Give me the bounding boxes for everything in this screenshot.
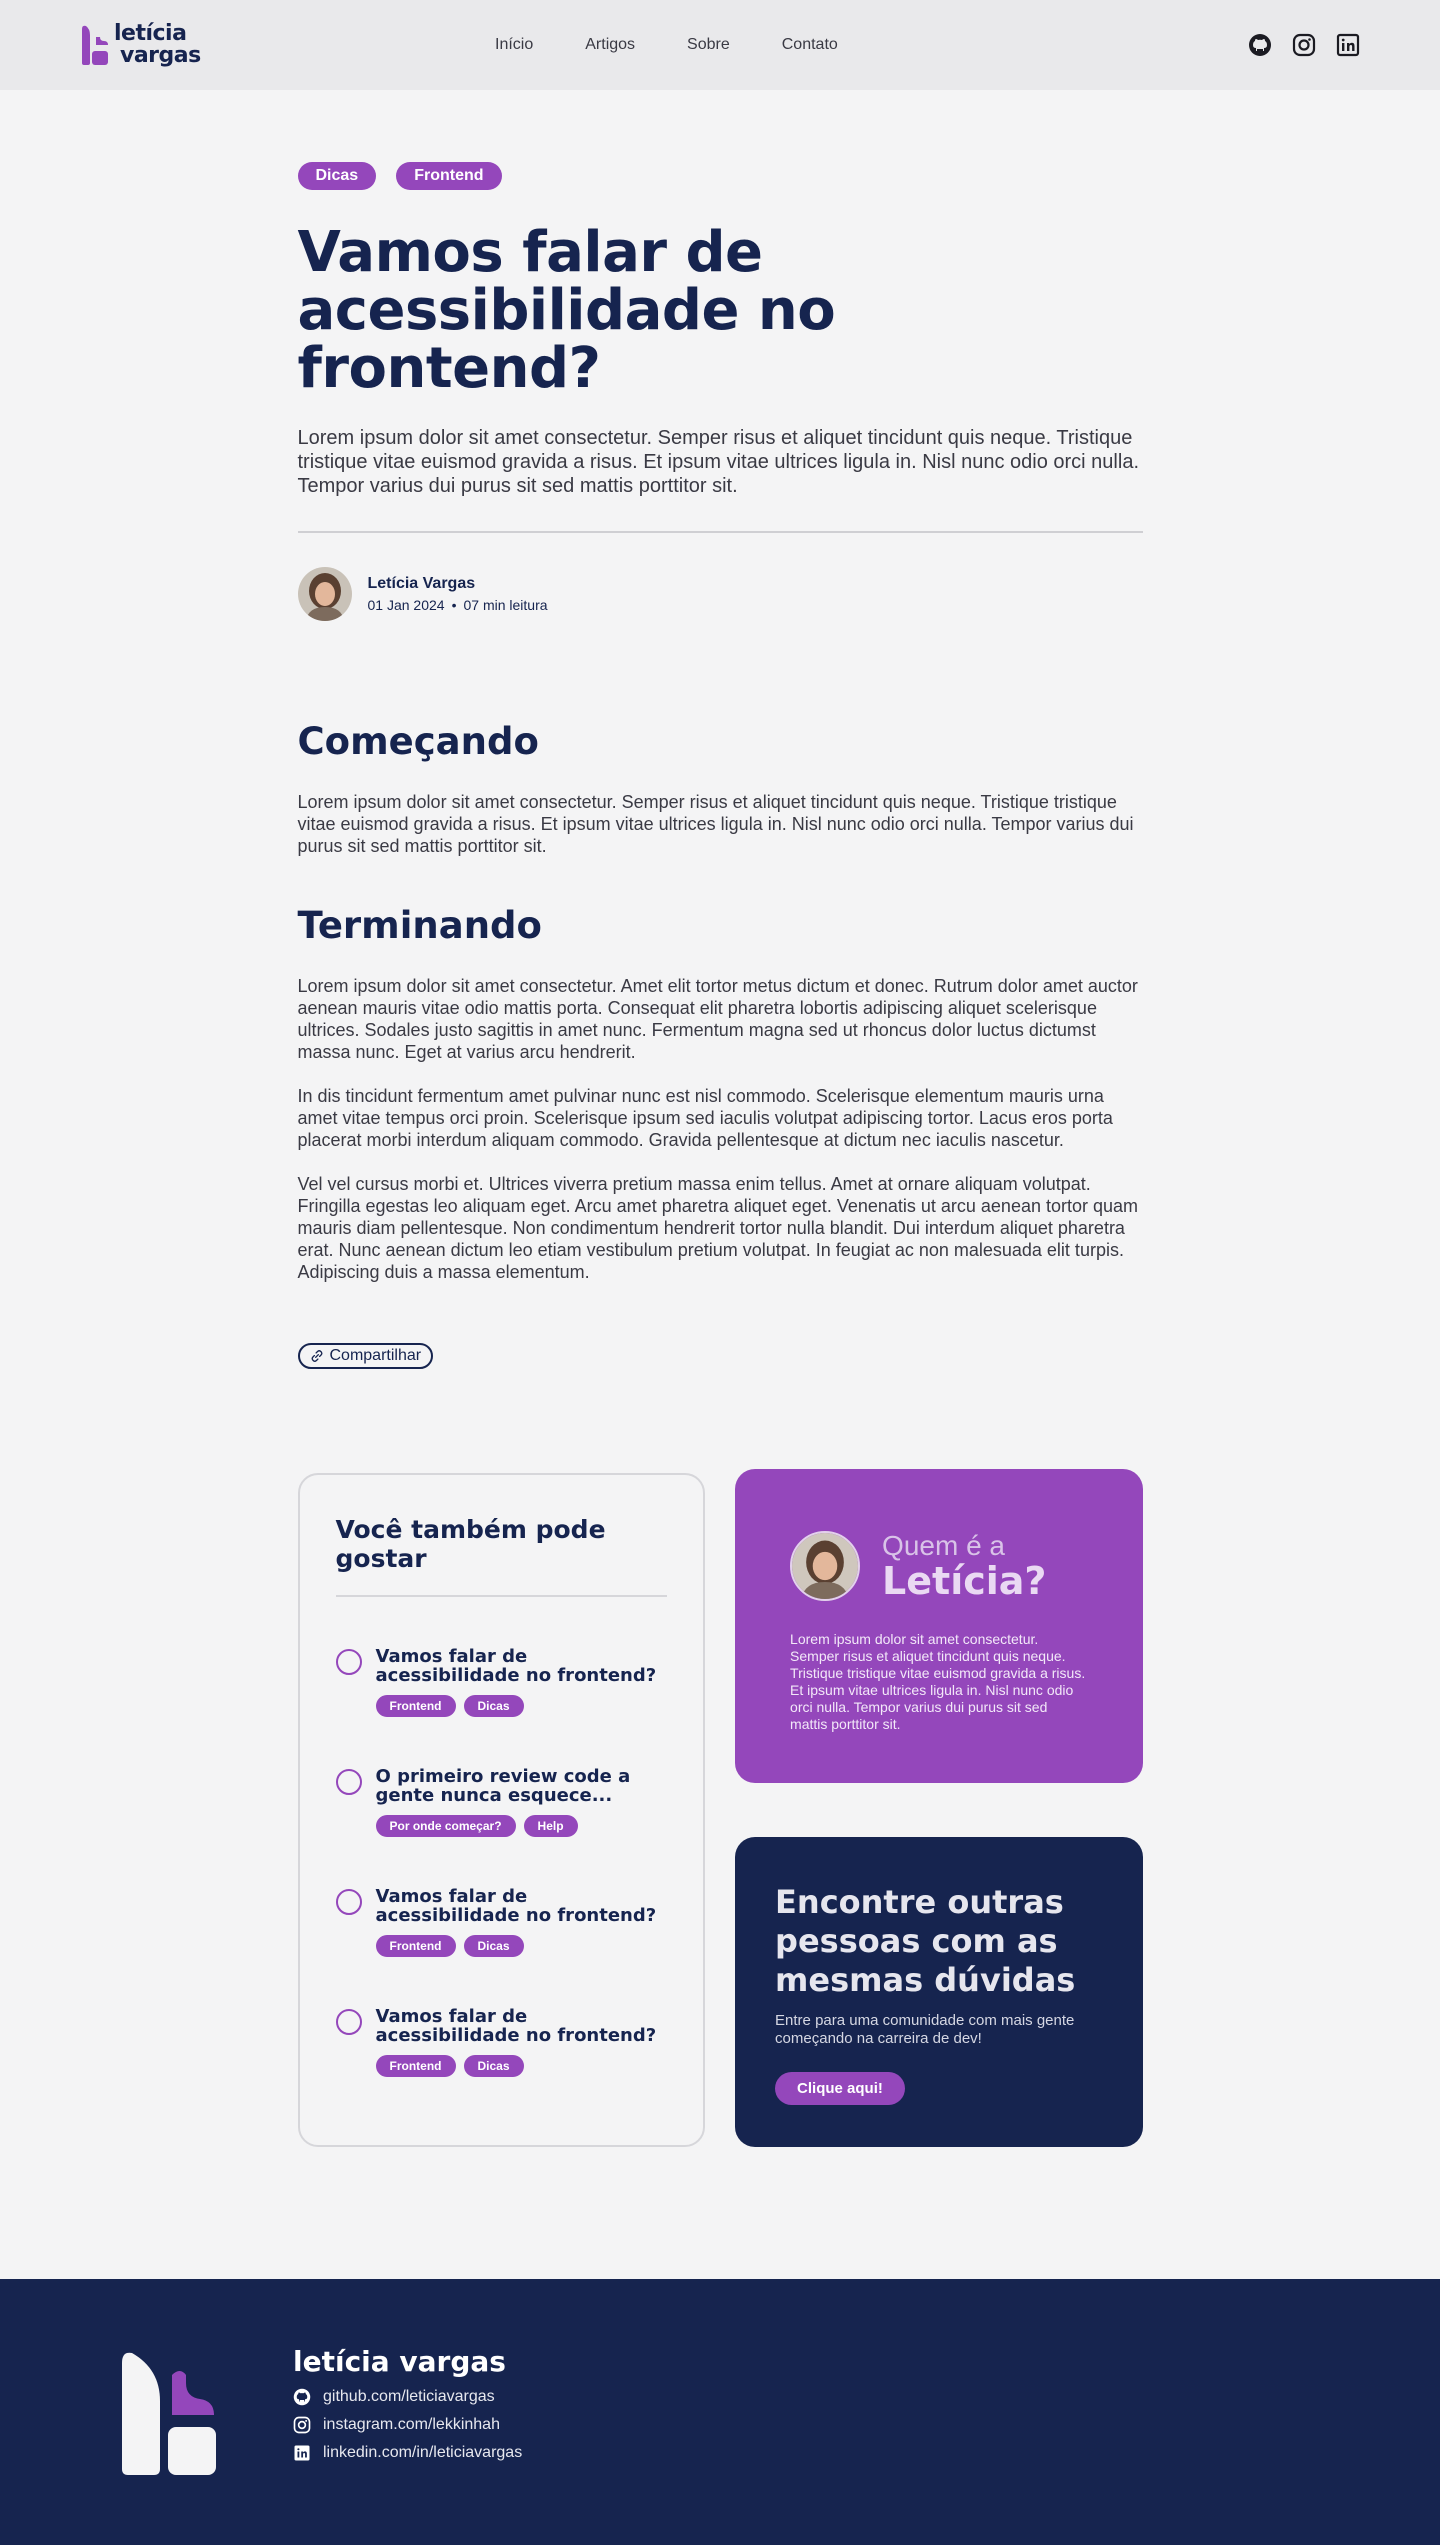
mini-tag[interactable]: Frontend bbox=[376, 1695, 456, 1717]
footer-link-instagram[interactable] bbox=[293, 2416, 522, 2434]
article-tags bbox=[298, 162, 1143, 190]
article bbox=[298, 90, 1143, 1369]
instagram-icon bbox=[293, 2416, 311, 2434]
section-paragraph: Lorem ipsum dolor sit amet consectetur. Amet elit tortor metus dictum et donec. Rutrum dolor amet auctor aenean mauris vitae odio mattis porta. Consequat elit pharetra lobortis adipiscing aliquet scelerisque ultrices. Sodales justo sagittis in amet nunc. Fermentum magna sed ut rhoncus dolor luctus dictumst massa nunc. Eget at varius arcu hendrerit. bbox=[297, 976, 1138, 1062]
section-heading: Terminando bbox=[297, 904, 542, 947]
mini-tag[interactable]: Por onde começar? bbox=[376, 1815, 516, 1837]
mini-tag[interactable]: Dicas bbox=[464, 1935, 524, 1957]
main-nav bbox=[495, 36, 890, 54]
author-name[interactable]: Letícia Vargas bbox=[367, 575, 476, 592]
article-lead: Lorem ipsum dolor sit amet consectetur. Semper risus et aliquet tincidunt quis neque. Tristique tristique vitae euismod gravida a risus. Et ipsum vitae ultrices ligula in. Nisl nunc odio orci nulla. Tempor varius dui purus sit sed mattis porttitor sit. bbox=[297, 427, 1139, 497]
linkedin-icon[interactable] bbox=[1336, 33, 1360, 57]
recommended-title[interactable]: O primeiro review code a gente nunca esquece... bbox=[375, 1766, 631, 1806]
brand-line-2: vargas bbox=[120, 43, 201, 68]
tag-frontend[interactable]: Frontend bbox=[396, 162, 501, 190]
site-header bbox=[0, 0, 1440, 90]
about-question-1: Quem é a bbox=[882, 1530, 1005, 1561]
footer-link-text: instagram.com/lekkinhah bbox=[323, 2416, 500, 2433]
brand-logo[interactable] bbox=[80, 23, 201, 67]
section-paragraph: In dis tincidunt fermentum amet pulvinar nunc est nisl commodo. Scelerisque elementum mauris urna amet vitae tempus orci proin. Scelerisque ipsum sed iaculis volutpat adipiscing tortor. Lacus eros porta placerat morbi interdum aliquam commodo. Gravida pellentesque at dictum nec iaculis nascetur. bbox=[297, 1086, 1113, 1150]
circle-icon bbox=[336, 1769, 362, 1795]
community-title: Encontre outras pessoas com as mesmas dúvidas bbox=[775, 1883, 1076, 1999]
brand-line-1: letícia bbox=[114, 21, 187, 46]
mini-tag[interactable]: Dicas bbox=[464, 2055, 524, 2077]
footer-name: letícia vargas bbox=[293, 2345, 506, 2378]
footer-link-linkedin[interactable] bbox=[293, 2444, 522, 2462]
section-heading: Começando bbox=[297, 720, 539, 763]
divider bbox=[298, 531, 1143, 533]
about-card bbox=[735, 1469, 1142, 1783]
nav-item-sobre[interactable]: Sobre bbox=[687, 36, 730, 53]
about-text: Lorem ipsum dolor sit amet consectetur. Semper risus et aliquet tincidunt quis neque. Tristique tristique vitae euismod gravida a risus. Et ipsum vitae ultrices ligula in. Nisl nunc odio orci nulla. Tempor varius dui purus sit sed mattis porttitor sit. bbox=[790, 1631, 1086, 1732]
list-item[interactable] bbox=[336, 2007, 668, 2077]
footer-link-text: github.com/leticiavargas bbox=[323, 2388, 495, 2405]
nav-item-artigos[interactable]: Artigos bbox=[585, 36, 636, 53]
recommended-heading: Você também pode gostar bbox=[335, 1515, 606, 1573]
circle-icon bbox=[336, 2009, 362, 2035]
footer-link-text: linkedin.com/in/leticiavargas bbox=[323, 2444, 523, 2461]
recommended-title[interactable]: Vamos falar de acessibilidade no frontend? bbox=[375, 1646, 657, 1686]
nav-item-contato[interactable]: Contato bbox=[781, 36, 838, 53]
mini-tag[interactable]: Dicas bbox=[464, 1695, 524, 1717]
mini-tag[interactable]: Frontend bbox=[376, 1935, 456, 1957]
circle-icon bbox=[336, 1649, 362, 1675]
right-column bbox=[735, 1469, 1142, 2147]
section-paragraph: Vel vel cursus morbi et. Ultrices viverra pretium massa enim tellus. Amet at ornare aliquam volutpat. Fringilla egestas leo aliquam eget. Arcu amet pharetra aliquet eget. Venenatis ut arcu aenean tortor quam mauris diam pellentesque. Non condimentum hendrerit tortor nulla blandit. Dui interdum aliquet pharetra erat. Nunc aenean dictum leo etiam vestibulum pretium volutpat. In feugiat ac non malesuada elit turpis. Adipiscing duis a massa elementum. bbox=[297, 1174, 1139, 1282]
post-date: 01 Jan 2024 bbox=[367, 597, 445, 613]
recommended-card bbox=[298, 1473, 706, 2147]
recommended-title[interactable]: Vamos falar de acessibilidade no frontend? bbox=[375, 1886, 657, 1926]
instagram-icon[interactable] bbox=[1292, 33, 1316, 57]
github-icon bbox=[293, 2388, 311, 2406]
footer-logo-icon bbox=[120, 2349, 218, 2477]
mini-tag[interactable]: Frontend bbox=[376, 2055, 456, 2077]
tag-dicas[interactable]: Dicas bbox=[298, 162, 377, 190]
logo-mark-icon bbox=[80, 23, 110, 67]
list-item[interactable] bbox=[336, 1887, 668, 1957]
list-item[interactable] bbox=[336, 1647, 668, 1717]
site-footer bbox=[0, 2279, 1440, 2545]
list-item[interactable] bbox=[336, 1767, 668, 1837]
divider bbox=[336, 1595, 668, 1597]
article-title: Vamos falar de acessibilidade no frontend? bbox=[297, 220, 836, 401]
section-paragraph: Lorem ipsum dolor sit amet consectetur. Semper risus et aliquet tincidunt quis neque. Tristique tristique vitae euismod gravida a risus. Et ipsum vitae ultrices ligula in. Nisl nunc odio orci nulla. Tempor varius dui purus sit sed mattis porttitor sit. bbox=[297, 792, 1134, 856]
about-question-2: Letícia? bbox=[882, 1559, 1047, 1603]
share-button[interactable] bbox=[298, 1343, 434, 1369]
link-icon bbox=[310, 1349, 324, 1363]
social-links bbox=[1248, 33, 1360, 57]
about-avatar bbox=[790, 1531, 860, 1601]
author-meta bbox=[368, 597, 548, 613]
recommended-title[interactable]: Vamos falar de acessibilidade no frontend? bbox=[375, 2006, 657, 2046]
author-block bbox=[298, 567, 1143, 621]
footer-link-github[interactable] bbox=[293, 2388, 522, 2406]
cta-button[interactable]: Clique aqui! bbox=[775, 2072, 905, 2105]
nav-item-inicio[interactable]: Início bbox=[495, 36, 534, 53]
cards-section bbox=[298, 1469, 1143, 2147]
github-icon[interactable] bbox=[1248, 33, 1272, 57]
read-time: 07 min leitura bbox=[463, 597, 548, 613]
community-card bbox=[735, 1837, 1142, 2147]
meta-separator: • bbox=[451, 597, 457, 613]
linkedin-icon bbox=[293, 2444, 311, 2462]
circle-icon bbox=[336, 1889, 362, 1915]
mini-tag[interactable]: Help bbox=[524, 1815, 578, 1837]
share-label: Compartilhar bbox=[329, 1347, 422, 1364]
community-text: Entre para uma comunidade com mais gente começando na carreira de dev! bbox=[775, 2012, 1075, 2047]
author-avatar[interactable] bbox=[298, 567, 352, 621]
